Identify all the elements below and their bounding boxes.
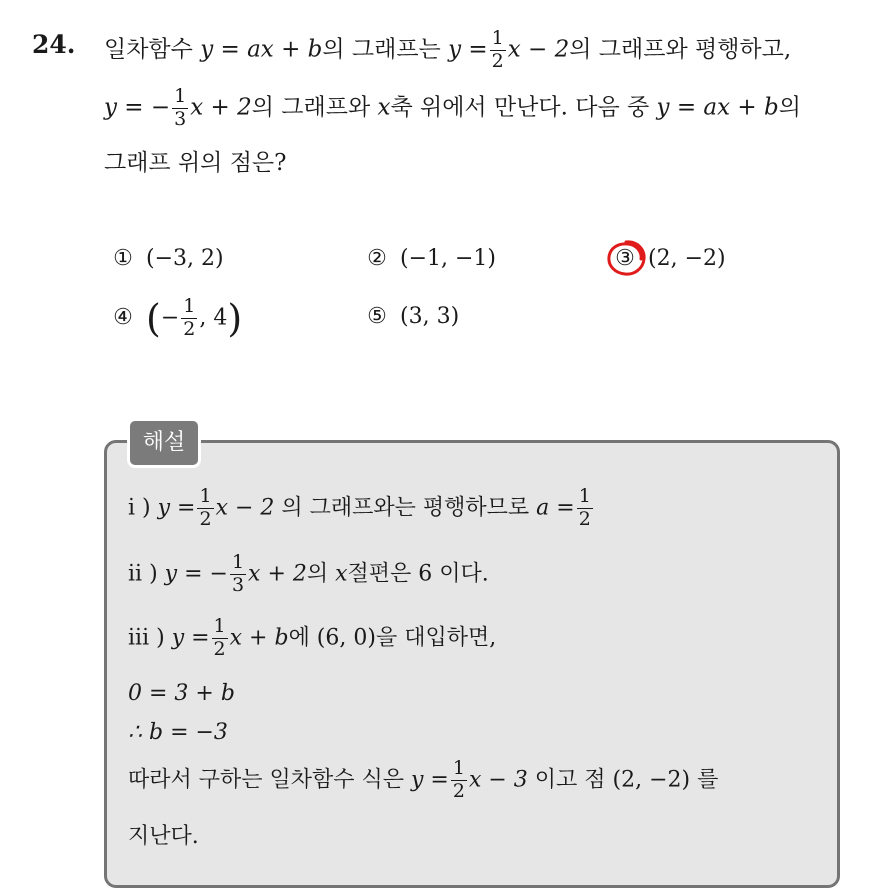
- fraction-numerator: 1: [183, 295, 196, 317]
- fraction-denominator: 2: [578, 507, 591, 530]
- fraction: [181, 296, 197, 341]
- choice-value: (3, 3): [400, 304, 460, 329]
- solution-step-1: [128, 486, 595, 531]
- fraction-numerator: 1: [452, 757, 465, 779]
- solution-line-7: 지난다.: [128, 824, 199, 849]
- fraction: [172, 86, 188, 131]
- fraction-numerator: 1: [199, 485, 212, 507]
- choice-value-prefix: −: [160, 305, 180, 331]
- fraction-numerator: 1: [491, 27, 504, 49]
- math: x + b: [229, 625, 289, 651]
- fraction: [212, 616, 228, 661]
- text: 절편은 6 이다.: [347, 561, 489, 587]
- solution-line-4: 0 = 3 + b: [128, 681, 235, 706]
- question-number: 24.: [32, 30, 76, 59]
- math: y =: [448, 36, 488, 63]
- text: 이고 점 (2, −2) 를: [527, 767, 719, 793]
- math: y =: [171, 625, 210, 651]
- choice-value: (−3, 2): [146, 246, 224, 271]
- fraction-denominator: 2: [491, 49, 504, 72]
- math: x − 3: [468, 767, 528, 793]
- choice-4[interactable]: [112, 296, 242, 341]
- text: 의 그래프와: [251, 94, 378, 121]
- solution-step-3: [128, 616, 496, 661]
- fraction-denominator: 3: [174, 107, 187, 130]
- math: y = −: [164, 561, 228, 587]
- fraction: [490, 28, 506, 73]
- fraction-numerator: 1: [231, 551, 245, 573]
- question-line-2: [104, 86, 801, 131]
- fraction-denominator: 2: [183, 317, 196, 340]
- choice-marker: ⑤: [367, 304, 387, 329]
- choice-value-suffix: , 4: [199, 305, 228, 331]
- text: 따라서 구하는 일차함수 식은: [128, 767, 411, 793]
- choice-marker: ①: [113, 246, 133, 271]
- text: 의 그래프와는 평행하므로: [274, 495, 537, 521]
- fraction-numerator: 1: [578, 485, 591, 507]
- choice-marker: ④: [113, 305, 133, 331]
- fraction: [451, 758, 467, 803]
- math: y = ax + b: [200, 36, 323, 63]
- choice-marker: ②: [367, 246, 387, 271]
- text: 축 위에서 만난다. 다음 중: [390, 94, 657, 121]
- text: 에 (6, 0)을 대입하면,: [288, 625, 497, 651]
- choice-5[interactable]: [366, 304, 459, 329]
- fraction: [577, 486, 593, 531]
- text: 일차함수: [104, 36, 201, 63]
- math: x: [335, 561, 348, 587]
- fraction: [230, 552, 246, 597]
- fraction-denominator: 2: [452, 779, 465, 802]
- choice-2[interactable]: [366, 246, 496, 271]
- choice-value: (2, −2): [648, 246, 726, 271]
- left-paren: (: [146, 296, 161, 341]
- math: x + 2: [248, 561, 307, 587]
- fraction-numerator: 1: [213, 615, 226, 637]
- choice-marker: ③: [615, 246, 635, 271]
- math: y =: [157, 495, 196, 521]
- choice-1[interactable]: [112, 246, 224, 271]
- math: x − 2: [215, 495, 275, 521]
- text: 의: [778, 94, 801, 121]
- math: y = ax + b: [656, 94, 779, 121]
- math: y =: [411, 767, 449, 793]
- fraction: [197, 486, 213, 531]
- step-label: iii ): [128, 625, 165, 651]
- text: 의 그래프와 평행하고,: [569, 36, 792, 63]
- step-label: ii ): [128, 561, 158, 587]
- math: x + 2: [190, 94, 252, 121]
- choice-value: (−1, −1): [400, 246, 497, 271]
- math: y = −: [104, 94, 171, 121]
- solution-label: 해설: [127, 418, 201, 468]
- fraction-numerator: 1: [174, 85, 187, 107]
- solution-line-5: ∴ b = −3: [128, 720, 228, 745]
- math: a =: [536, 495, 575, 521]
- math: x: [377, 94, 391, 121]
- question-line-3: 그래프 위의 점은?: [104, 150, 287, 176]
- math: x − 2: [507, 36, 570, 63]
- step-label: i ): [128, 495, 151, 521]
- fraction-denominator: 2: [213, 637, 226, 660]
- fraction-denominator: 2: [199, 507, 212, 530]
- fraction-denominator: 3: [231, 573, 245, 596]
- solution-step-2: [128, 552, 489, 597]
- text: 의: [306, 561, 336, 587]
- right-paren: ): [227, 296, 243, 341]
- solution-line-6: [128, 758, 718, 803]
- text: 의 그래프는: [322, 36, 449, 63]
- answer-circle-mark: [604, 238, 648, 278]
- question-line-1: [104, 28, 791, 73]
